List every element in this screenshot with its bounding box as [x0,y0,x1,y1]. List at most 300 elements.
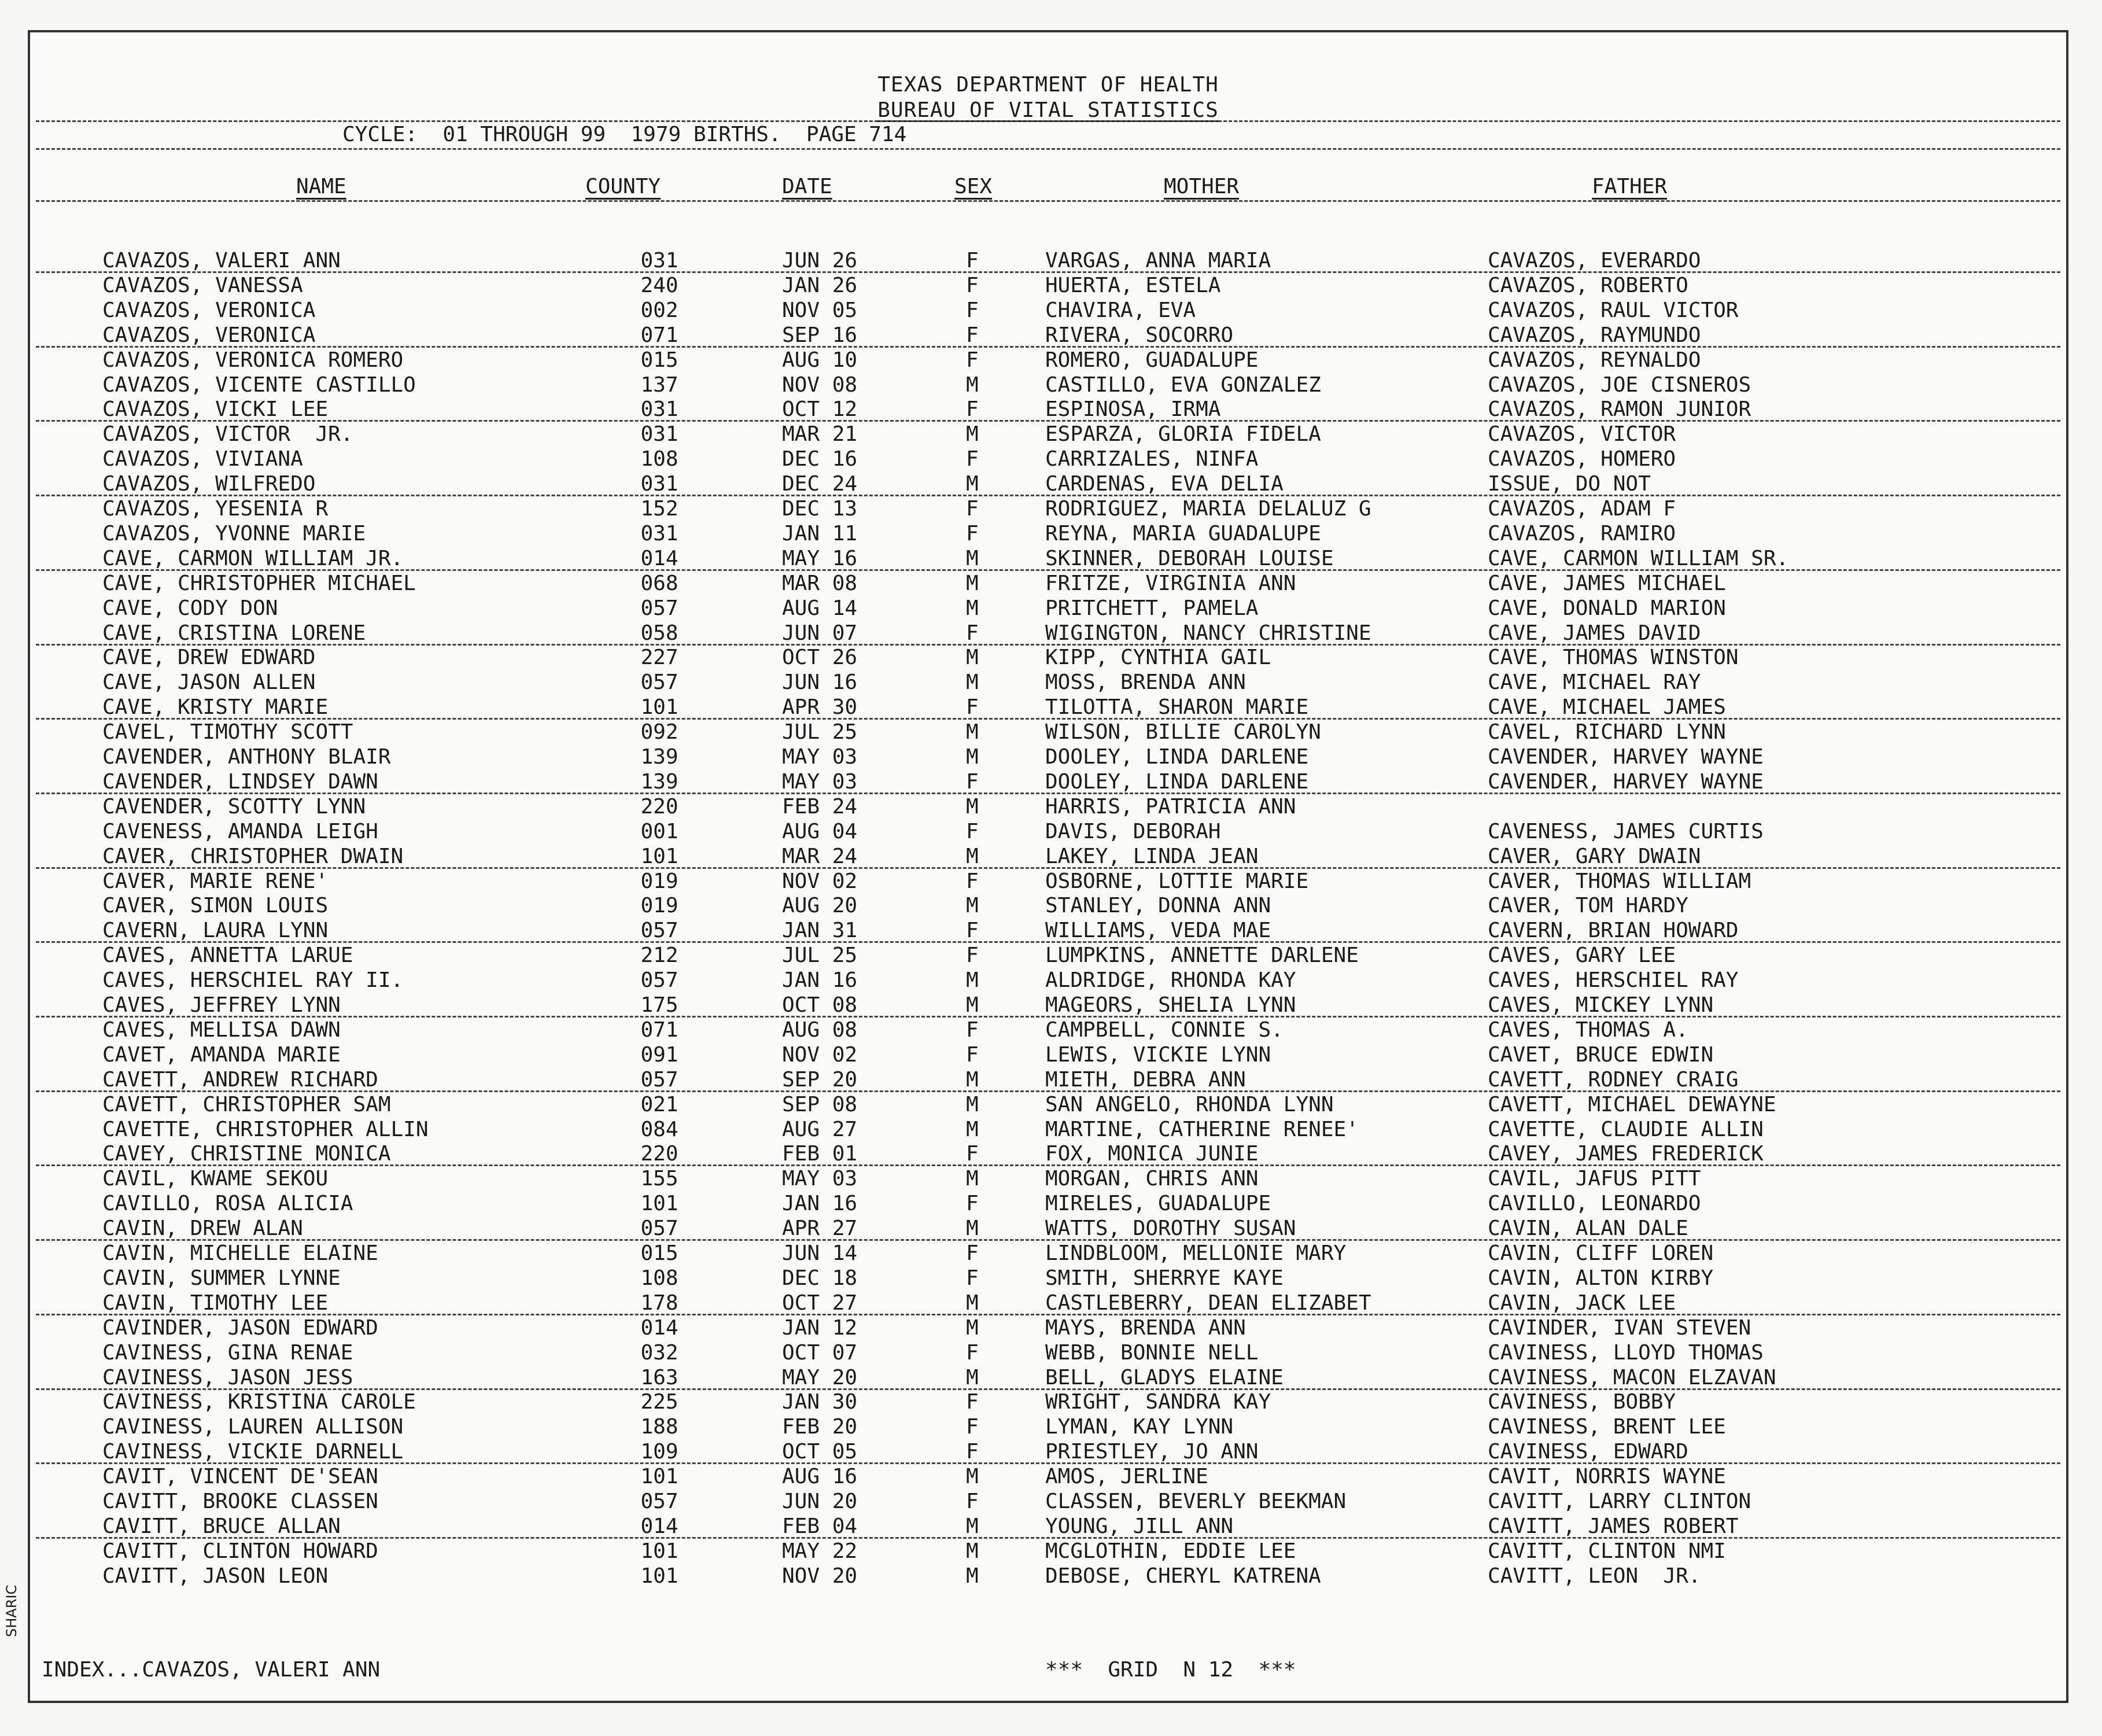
cell-mother: DEBOSE, CHERYL KATRENA [1045,1564,1321,1588]
table-row [30,522,2066,547]
table-row [30,795,2066,820]
cell-date: NOV 20 [782,1564,858,1588]
cell-county: 032 [640,1340,678,1365]
cell-mother: MCGLOTHIN, EDDIE LEE [1045,1539,1296,1563]
cell-father: CAVILLO, LEONARDO [1488,1192,1701,1216]
table-row [30,943,2066,968]
table-row [30,1341,2066,1366]
column-header-sex: SEX [954,175,993,198]
cell-name: CAVE, JASON ALLEN [102,670,316,695]
cell-sex: F [966,348,979,372]
cell-date: JUN 20 [782,1490,858,1513]
column-header-name: NAME [296,175,346,198]
cell-mother: FOX, MONICA JUNIE [1045,1142,1259,1166]
cell-sex: F [966,695,979,720]
cell-mother: PRITCHETT, PAMELA [1045,596,1259,620]
cell-name: CAVITT, JASON LEON [102,1564,329,1588]
cell-name: CAVAZOS, VICKI LEE [102,397,329,422]
table-row [30,497,2066,522]
cell-father: CAVER, GARY DWAIN [1488,844,1701,868]
cell-date: JUN 16 [782,670,858,695]
cell-mother: WIGINGTON, NANCY CHRISTINE [1045,621,1371,645]
cell-sex: M [966,373,979,397]
cell-mother: ESPARZA, GLORIA FIDELA [1045,422,1321,447]
cell-county: 057 [640,919,678,943]
cell-mother: SMITH, SHERRYE KAYE [1045,1266,1284,1290]
cell-name: CAVENDER, SCOTTY LYNN [102,794,366,819]
table-row [30,820,2066,845]
cell-mother: HUERTA, ESTELA [1045,273,1221,297]
cell-sex: M [966,1365,979,1389]
cell-county: 031 [640,521,678,546]
cell-date: JUN 26 [782,249,858,272]
cell-name: CAVE, CODY DON [102,596,278,620]
cell-father: CAVES, HERSCHIEL RAY [1488,968,1739,993]
cell-sex: F [966,1390,979,1414]
cell-sex: F [966,497,979,521]
table-row [30,968,2066,993]
document-frame [28,30,2068,1703]
cell-father: CAVITT, JAMES ROBERT [1488,1514,1739,1538]
cell-sex: F [966,298,979,322]
cell-date: AUG 10 [782,348,858,372]
cell-father: CAVAZOS, ROBERTO [1488,273,1688,297]
side-stamp: SHARIC [3,1584,20,1637]
table-row [30,547,2066,572]
cell-date: OCT 08 [782,993,858,1017]
cell-name: CAVEL, TIMOTHY SCOTT [102,720,353,744]
table-row [30,1266,2066,1291]
cell-father: CAVIN, CLIFF LOREN [1488,1241,1714,1265]
cell-county: 188 [640,1415,678,1439]
cell-mother: LINDBLOOM, MELLONIE MARY [1045,1241,1347,1265]
cell-sex: F [966,1490,979,1513]
cell-mother: REYNA, MARIA GUADALUPE [1045,521,1321,546]
cell-mother: LYMAN, KAY LYNN [1045,1415,1234,1439]
cell-father: CAVES, THOMAS A. [1488,1018,1688,1042]
cell-date: FEB 20 [782,1415,858,1439]
cell-sex: M [966,670,979,695]
cell-name: CAVES, MELLISA DAWN [102,1018,341,1042]
table-row [30,596,2066,621]
cell-mother: OSBORNE, LOTTIE MARIE [1045,869,1309,893]
cell-date: SEP 08 [782,1092,858,1116]
table-row [30,373,2066,398]
cell-mother: CARRIZALES, NINFA [1045,447,1259,471]
cell-name: CAVIN, DREW ALAN [102,1217,303,1241]
bureau-title: BUREAU OF VITAL STATISTICS [877,98,1219,122]
cell-date: MAR 08 [782,571,858,595]
cell-date: OCT 26 [782,646,858,670]
cell-date: MAY 16 [782,546,858,570]
cell-date: NOV 02 [782,869,858,893]
cell-county: 101 [640,1539,678,1563]
table-row [30,422,2066,447]
cell-name: CAVINESS, KRISTINA CAROLE [102,1390,416,1414]
table-row [30,323,2066,348]
cell-date: JAN 30 [782,1390,858,1414]
cell-father: CAVE, CARMON WILLIAM SR. [1488,546,1789,570]
cell-mother: CASTILLO, EVA GONZALEZ [1045,373,1321,397]
table-row [30,572,2066,596]
cell-county: 091 [640,1042,678,1067]
cell-county: 014 [640,1315,678,1340]
cell-name: CAVIL, KWAME SEKOU [102,1167,329,1191]
cell-father: CAVAZOS, HOMERO [1488,447,1676,471]
cell-mother: MIETH, DEBRA ANN [1045,1067,1246,1092]
cell-sex: M [966,571,979,595]
cell-sex: F [966,249,979,272]
cell-name: CAVENDER, ANTHONY BLAIR [102,745,391,769]
cell-sex: M [966,1514,979,1538]
table-row [30,1415,2066,1440]
cell-county: 057 [640,1067,678,1092]
table-row [30,1142,2066,1167]
cell-father: CAVITT, LEON JR. [1488,1564,1701,1588]
cell-name: CAVER, SIMON LOUIS [102,894,329,918]
cell-name: CAVENDER, LINDSEY DAWN [102,769,378,794]
cell-father: CAVAZOS, JOE CISNEROS [1488,373,1751,397]
cell-mother: HARRIS, PATRICIA ANN [1045,794,1296,819]
cell-name: CAVIN, SUMMER LYNNE [102,1266,341,1290]
cell-county: 001 [640,819,678,843]
table-row [30,1068,2066,1093]
cell-date: MAY 20 [782,1365,858,1389]
table-row [30,919,2066,943]
cell-mother: CAMPBELL, CONNIE S. [1045,1018,1284,1042]
cell-county: 101 [640,1192,678,1216]
table-row [30,770,2066,795]
cell-sex: F [966,521,979,546]
cell-county: 139 [640,769,678,794]
cell-county: 225 [640,1390,678,1414]
cell-county: 155 [640,1167,678,1191]
cell-father: ISSUE, DO NOT [1488,472,1651,496]
table-row [30,720,2066,745]
cell-date: MAY 03 [782,769,858,794]
cell-father: CAVET, BRUCE EDWIN [1488,1042,1714,1067]
cell-mother: MAYS, BRENDA ANN [1045,1315,1246,1340]
cell-mother: KIPP, CYNTHIA GAIL [1045,646,1271,670]
cell-county: 058 [640,621,678,645]
cell-mother: SAN ANGELO, RHONDA LYNN [1045,1092,1334,1116]
cell-mother: LUMPKINS, ANNETTE DARLENE [1045,943,1359,968]
cell-date: AUG 16 [782,1465,858,1489]
cell-father: CAVE, JAMES DAVID [1488,621,1701,645]
cell-county: 101 [640,844,678,868]
cell-name: CAVILLO, ROSA ALICIA [102,1192,353,1216]
column-header-father: FATHER [1592,175,1668,198]
cell-date: MAY 03 [782,1167,858,1191]
cell-mother: VARGAS, ANNA MARIA [1045,249,1271,272]
cell-date: FEB 04 [782,1514,858,1538]
cell-mother: DOOLEY, LINDA DARLENE [1045,769,1309,794]
cell-name: CAVER, MARIE RENE' [102,869,329,893]
cell-sex: F [966,1340,979,1365]
cell-county: 031 [640,249,678,272]
cell-county: 178 [640,1291,678,1315]
cell-father: CAVAZOS, REYNALDO [1488,348,1701,372]
cell-county: 057 [640,596,678,620]
cell-date: APR 27 [782,1217,858,1241]
column-header-mother: MOTHER [1164,175,1240,198]
cell-father: CAVE, THOMAS WINSTON [1488,646,1739,670]
table-row [30,1241,2066,1266]
cell-date: AUG 08 [782,1018,858,1042]
cell-mother: LEWIS, VICKIE LYNN [1045,1042,1271,1067]
cell-name: CAVINESS, VICKIE DARNELL [102,1440,404,1464]
cell-name: CAVES, ANNETTA LARUE [102,943,353,968]
cell-county: 101 [640,1465,678,1489]
cell-county: 015 [640,348,678,372]
cell-name: CAVET, AMANDA MARIE [102,1042,341,1067]
table-row [30,1192,2066,1217]
cell-name: CAVITT, BRUCE ALLAN [102,1514,341,1538]
cell-father: CAVIT, NORRIS WAYNE [1488,1465,1726,1489]
cell-name: CAVINDER, JASON EDWARD [102,1315,378,1340]
cell-mother: WILSON, BILLIE CAROLYN [1045,720,1321,744]
cell-county: 068 [640,571,678,595]
table-row [30,621,2066,646]
table-row [30,397,2066,422]
cell-county: 071 [640,323,678,347]
dept-title: TEXAS DEPARTMENT OF HEALTH [877,73,1219,97]
cell-sex: F [966,1042,979,1067]
table-row [30,894,2066,919]
cell-county: 137 [640,373,678,397]
cell-father: CAVIN, JACK LEE [1488,1291,1676,1315]
cell-father: CAVE, MICHAEL RAY [1488,670,1701,695]
cell-father: CAVETTE, CLAUDIE ALLIN [1488,1117,1764,1141]
cell-sex: M [966,968,979,993]
table-row [30,1167,2066,1192]
cell-sex: F [966,1241,979,1265]
cell-county: 220 [640,1142,678,1166]
cell-mother: ALDRIDGE, RHONDA KAY [1045,968,1296,993]
cell-name: CAVINESS, GINA RENAE [102,1340,353,1365]
cell-name: CAVAZOS, VICENTE CASTILLO [102,373,416,397]
cell-name: CAVIN, TIMOTHY LEE [102,1291,329,1315]
cell-date: JUL 25 [782,943,858,968]
cell-county: 109 [640,1440,678,1464]
cell-county: 071 [640,1018,678,1042]
cell-county: 139 [640,745,678,769]
table-row [30,745,2066,770]
cell-name: CAVES, HERSCHIEL RAY II. [102,968,404,993]
cell-date: JAN 16 [782,968,858,993]
cell-father: CAVINESS, BOBBY [1488,1390,1676,1414]
table-row [30,1564,2066,1589]
cell-sex: M [966,894,979,918]
cell-father: CAVINESS, EDWARD [1488,1440,1688,1464]
cell-sex: M [966,1067,979,1092]
cell-father: CAVAZOS, EVERARDO [1488,249,1701,272]
cell-name: CAVINESS, LAUREN ALLISON [102,1415,404,1439]
cell-sex: F [966,1142,979,1166]
cell-name: CAVAZOS, YVONNE MARIE [102,521,366,546]
cell-date: NOV 08 [782,373,858,397]
divider [36,148,2060,150]
cell-father: CAVENESS, JAMES CURTIS [1488,819,1764,843]
grid-label: *** GRID N 12 *** [1045,1658,1296,1682]
table-row [30,869,2066,894]
cell-county: 108 [640,1266,678,1290]
cell-date: SEP 20 [782,1067,858,1092]
cell-county: 084 [640,1117,678,1141]
table-row [30,1217,2066,1241]
cell-date: AUG 14 [782,596,858,620]
cell-sex: F [966,869,979,893]
cell-father: CAVE, MICHAEL JAMES [1488,695,1726,720]
index-line: INDEX...CAVAZOS, VALERI ANN [42,1658,381,1682]
cell-mother: MAGEORS, SHELIA LYNN [1045,993,1296,1017]
cell-sex: M [966,720,979,744]
cell-father: CAVINESS, LLOYD THOMAS [1488,1340,1764,1365]
cell-sex: M [966,1117,979,1141]
cell-sex: F [966,397,979,422]
cell-county: 002 [640,298,678,322]
cell-sex: M [966,646,979,670]
cell-mother: MOSS, BRENDA ANN [1045,670,1246,695]
cell-father: CAVE, DONALD MARION [1488,596,1726,620]
cell-sex: M [966,596,979,620]
cell-sex: F [966,1192,979,1216]
cell-date: MAY 03 [782,745,858,769]
cell-date: OCT 07 [782,1340,858,1365]
cell-father: CAVIL, JAFUS PITT [1488,1167,1701,1191]
cell-mother: BELL, GLADYS ELAINE [1045,1365,1284,1389]
cell-sex: M [966,1465,979,1489]
table-row [30,447,2066,472]
cell-mother: SKINNER, DEBORAH LOUISE [1045,546,1334,570]
cell-county: 057 [640,670,678,695]
cell-mother: CHAVIRA, EVA [1045,298,1196,322]
cell-mother: MIRELES, GUADALUPE [1045,1192,1271,1216]
cell-date: OCT 27 [782,1291,858,1315]
cell-mother: FRITZE, VIRGINIA ANN [1045,571,1296,595]
cell-father: CAVES, GARY LEE [1488,943,1676,968]
cell-mother: WILLIAMS, VEDA MAE [1045,919,1271,943]
cell-sex: F [966,323,979,347]
cell-father: CAVEL, RICHARD LYNN [1488,720,1726,744]
cell-county: 019 [640,894,678,918]
cell-father: CAVES, MICKEY LYNN [1488,993,1714,1017]
cell-county: 031 [640,472,678,496]
cell-name: CAVAZOS, VALERI ANN [102,249,341,272]
cell-name: CAVIT, VINCENT DE'SEAN [102,1465,378,1489]
cell-county: 092 [640,720,678,744]
cell-name: CAVERN, LAURA LYNN [102,919,329,943]
cell-father: CAVIN, ALAN DALE [1488,1217,1688,1241]
cell-county: 152 [640,497,678,521]
cell-mother: WRIGHT, SANDRA KAY [1045,1390,1271,1414]
cell-county: 031 [640,397,678,422]
cell-mother: RIVERA, SOCORRO [1045,323,1234,347]
cell-county: 240 [640,273,678,297]
table-row [30,646,2066,670]
cell-sex: M [966,1217,979,1241]
cell-date: MAR 21 [782,422,858,447]
table-row [30,1490,2066,1514]
table-row [30,1018,2066,1043]
cell-name: CAVAZOS, VERONICA [102,298,316,322]
cell-name: CAVIN, MICHELLE ELAINE [102,1241,378,1265]
cell-date: JUN 14 [782,1241,858,1265]
cell-sex: M [966,1315,979,1340]
cell-mother: TILOTTA, SHARON MARIE [1045,695,1309,720]
cell-name: CAVINESS, JASON JESS [102,1365,353,1389]
cell-father: CAVINESS, MACON ELZAVAN [1488,1365,1776,1389]
cell-sex: M [966,472,979,496]
cell-date: NOV 02 [782,1042,858,1067]
cell-name: CAVETTE, CHRISTOPHER ALLIN [102,1117,429,1141]
cell-date: SEP 16 [782,323,858,347]
cell-father: CAVENDER, HARVEY WAYNE [1488,745,1764,769]
cell-sex: F [966,1415,979,1439]
cell-sex: M [966,745,979,769]
cell-date: DEC 18 [782,1266,858,1290]
table-row [30,1093,2066,1118]
table-row [30,274,2066,298]
cell-father: CAVAZOS, ADAM F [1488,497,1676,521]
cell-date: AUG 20 [782,894,858,918]
cell-county: 057 [640,968,678,993]
table-row [30,472,2066,497]
divider [36,200,2060,202]
cell-name: CAVAZOS, YESENIA R [102,497,329,521]
cell-sex: M [966,546,979,570]
cell-date: DEC 24 [782,472,858,496]
cell-father: CAVINESS, BRENT LEE [1488,1415,1726,1439]
cell-date: FEB 24 [782,794,858,819]
cell-mother: DOOLEY, LINDA DARLENE [1045,745,1309,769]
table-row [30,1118,2066,1142]
cell-sex: M [966,1092,979,1116]
table-row [30,348,2066,373]
cell-county: 227 [640,646,678,670]
cell-county: 101 [640,1564,678,1588]
cell-name: CAVAZOS, VERONICA ROMERO [102,348,404,372]
cell-sex: M [966,794,979,819]
cell-date: MAY 22 [782,1539,858,1563]
cell-county: 220 [640,794,678,819]
table-row [30,1539,2066,1564]
cell-sex: F [966,1440,979,1464]
table-row [30,1316,2066,1341]
cell-county: 021 [640,1092,678,1116]
column-header-date: DATE [782,175,832,198]
cell-mother: CASTLEBERRY, DEAN ELIZABET [1045,1291,1371,1315]
cell-name: CAVAZOS, VERONICA [102,323,316,347]
cell-county: 015 [640,1241,678,1265]
column-header-county: COUNTY [585,175,661,198]
cell-county: 014 [640,546,678,570]
cell-county: 101 [640,695,678,720]
cell-father: CAVER, THOMAS WILLIAM [1488,869,1751,893]
cell-name: CAVE, DREW EDWARD [102,646,316,670]
cell-mother: CLASSEN, BEVERLY BEEKMAN [1045,1490,1347,1513]
cell-county: 175 [640,993,678,1017]
cell-name: CAVAZOS, VIVIANA [102,447,303,471]
cell-sex: M [966,422,979,447]
cell-date: OCT 12 [782,397,858,422]
cell-mother: ROMERO, GUADALUPE [1045,348,1259,372]
cell-date: OCT 05 [782,1440,858,1464]
cell-name: CAVITT, BROOKE CLASSEN [102,1490,378,1513]
cell-date: MAR 24 [782,844,858,868]
table-row [30,993,2066,1018]
cell-date: JUL 25 [782,720,858,744]
